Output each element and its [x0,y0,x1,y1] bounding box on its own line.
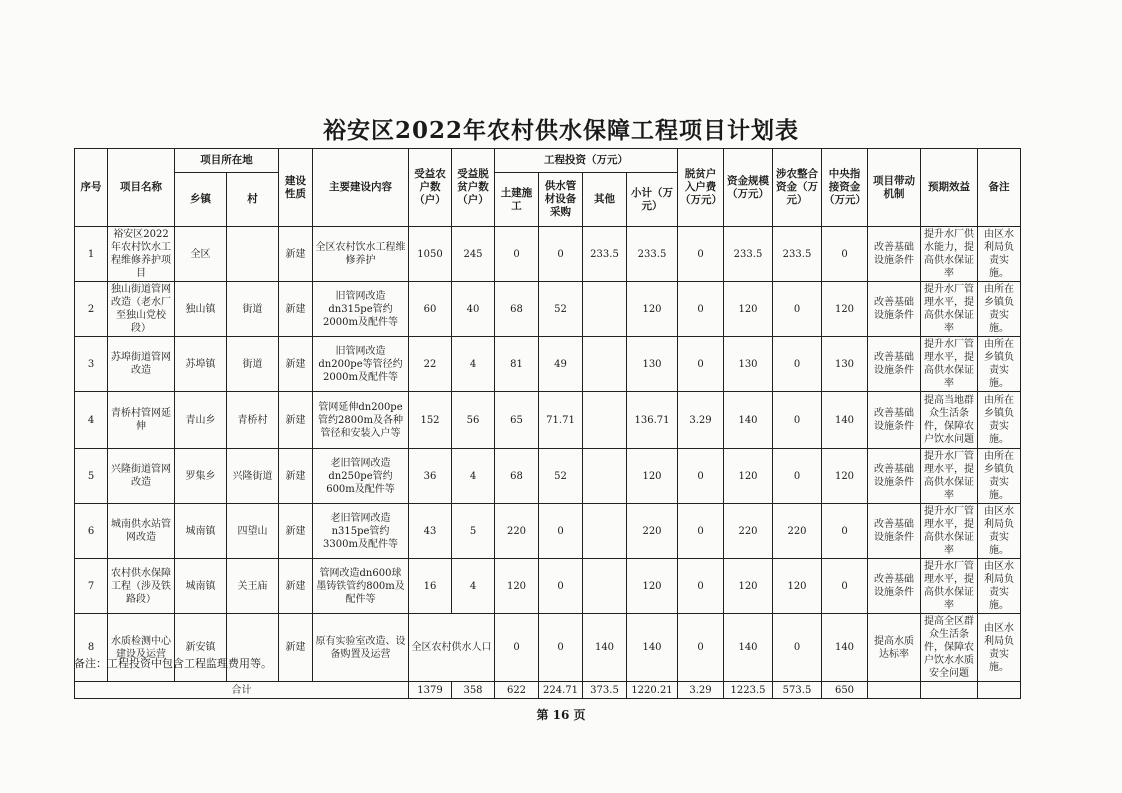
cell-poor: 40 [452,282,495,337]
table-row [75,282,1021,337]
cell-civil: 68 [495,282,539,337]
cell-subtotal: 120 [627,449,678,504]
cell-mechanism: 改善基础设施条件 [868,559,921,614]
total-label: 合计 [75,682,409,699]
cell-name: 苏埠街道管网改造 [108,337,175,392]
header-subtotal: 小计（万元） [627,173,678,227]
cell-funding: 120 [724,449,773,504]
cell-poor-invest: 0 [678,504,724,559]
header-seq: 序号 [75,149,108,227]
cell-pipe: 0 [539,559,583,614]
total-central: 650 [822,682,868,699]
cell-content: 管网延伸dn200pe管约2800m及各种管径和安装入户等 [313,392,409,449]
header-agri-fund: 涉农整合资金（万元） [773,149,822,227]
cell-funding: 130 [724,337,773,392]
cell-poor-invest: 0 [678,227,724,282]
page-number: 第 16 页 [536,708,586,722]
cell-village: 关王庙 [227,559,279,614]
cell-nature: 新建 [279,504,313,559]
cell-other: 140 [583,614,627,682]
cell-pipe: 0 [539,614,583,682]
cell-poor: 5 [452,504,495,559]
header-nature: 建设性质 [279,149,313,227]
cell-content: 老旧管网改造n315pe管约3300m及配件等 [313,504,409,559]
cell-village: 街道 [227,282,279,337]
cell-civil: 68 [495,449,539,504]
cell-name: 裕安区2022年农村饮水工程维修养护项目 [108,227,175,282]
header-location: 项目所在地 [175,149,279,173]
cell-households: 22 [409,337,452,392]
total-other: 373.5 [583,682,627,699]
cell-seq: 2 [75,282,108,337]
cell-funding: 140 [724,392,773,449]
cell-town: 青山乡 [175,392,227,449]
cell-central: 120 [822,282,868,337]
cell-benefit: 提升水厂管理水平，提高供水保证率 [921,449,978,504]
cell-mechanism: 改善基础设施条件 [868,504,921,559]
header-remark: 备注 [978,149,1021,227]
cell-name: 农村供水保障工程（涉及铁路段） [108,559,175,614]
cell-pipe: 71.71 [539,392,583,449]
cell-name: 兴隆街道管网改造 [108,449,175,504]
cell-village: 兴隆街道 [227,449,279,504]
header-other: 其他 [583,173,627,227]
cell-nature: 新建 [279,227,313,282]
cell-town: 城南镇 [175,504,227,559]
cell-poor-invest: 3.29 [678,392,724,449]
total-agri: 573.5 [773,682,822,699]
cell-households: 43 [409,504,452,559]
cell-nature: 新建 [279,282,313,337]
cell-mechanism: 改善基础设施条件 [868,282,921,337]
cell-other [583,449,627,504]
cell-mechanism: 改善基础设施条件 [868,227,921,282]
cell-civil: 220 [495,504,539,559]
cell-remark: 由所在乡镇负责实施。 [978,337,1021,392]
header-poor-households: 受益脱贫户数（户） [452,149,495,227]
cell-other [583,282,627,337]
cell-seq: 6 [75,504,108,559]
cell-benefit: 提升水厂管理水平，提高供水保证率 [921,337,978,392]
cell-nature: 新建 [279,337,313,392]
cell-nature: 新建 [279,559,313,614]
cell-pipe: 52 [539,449,583,504]
cell-central: 0 [822,559,868,614]
cell-funding: 220 [724,504,773,559]
cell-pipe: 52 [539,282,583,337]
cell-town: 全区 [175,227,227,282]
header-town: 乡镇 [175,173,227,227]
cell-other [583,392,627,449]
cell-poor: 56 [452,392,495,449]
cell-civil: 120 [495,559,539,614]
header-funding: 资金规模（万元） [724,149,773,227]
header-households: 受益农户数（户） [409,149,452,227]
cell-village: 四望山 [227,504,279,559]
cell-pipe: 0 [539,227,583,282]
cell-central: 0 [822,227,868,282]
cell-funding: 120 [724,282,773,337]
cell-poor-invest: 0 [678,449,724,504]
cell-nature: 新建 [279,449,313,504]
cell-name: 城南供水站管网改造 [108,504,175,559]
cell-benefit: 提升水厂管理水平，提高供水保证率 [921,282,978,337]
cell-households: 60 [409,282,452,337]
cell-civil: 0 [495,614,539,682]
cell-village [227,227,279,282]
cell-agri: 233.5 [773,227,822,282]
header-village: 村 [227,173,279,227]
cell-central: 120 [822,449,868,504]
cell-content: 旧管网改造dn200pe等管径约2000m及配件等 [313,337,409,392]
total-subtotal: 1220.21 [627,682,678,699]
cell-remark: 由区水利局负责实施。 [978,614,1021,682]
cell-town: 城南镇 [175,559,227,614]
total-benefit [921,682,978,699]
page-title: 裕安区2022年农村供水保障工程项目计划表 [322,117,799,144]
cell-subtotal: 233.5 [627,227,678,282]
cell-seq: 3 [75,337,108,392]
cell-poor: 4 [452,449,495,504]
cell-central: 140 [822,392,868,449]
cell-funding: 233.5 [724,227,773,282]
cell-poor-invest: 0 [678,282,724,337]
cell-agri: 120 [773,559,822,614]
cell-village: 青桥村 [227,392,279,449]
cell-town: 独山镇 [175,282,227,337]
table-row [75,392,1021,449]
cell-households: 152 [409,392,452,449]
cell-households: 16 [409,559,452,614]
project-plan-table [74,148,1021,699]
cell-content: 全区农村饮水工程维修养护 [313,227,409,282]
total-civil: 622 [495,682,539,699]
footnote: 备注：工程投资中包含工程监理费用等。 [74,657,272,670]
cell-content: 旧管网改造dn315pe管约2000m及配件等 [313,282,409,337]
total-remark [978,682,1021,699]
cell-content: 管网改造dn600球墨铸铁管约800m及配件等 [313,559,409,614]
cell-poor: 4 [452,337,495,392]
table-row [75,227,1021,282]
cell-nature: 新建 [279,614,313,682]
cell-civil: 0 [495,227,539,282]
cell-content: 老旧管网改造dn250pe管约600m及配件等 [313,449,409,504]
cell-agri: 0 [773,282,822,337]
cell-pipe: 0 [539,504,583,559]
cell-remark: 由所在乡镇负责实施。 [978,282,1021,337]
cell-central: 140 [822,614,868,682]
cell-nature: 新建 [279,392,313,449]
cell-seq: 4 [75,392,108,449]
cell-mechanism: 提高水质达标率 [868,614,921,682]
cell-funding: 120 [724,559,773,614]
cell-remark: 由所在乡镇负责实施。 [978,449,1021,504]
cell-benefit: 提升水厂管理水平，提高供水保证率 [921,504,978,559]
cell-funding: 140 [724,614,773,682]
cell-central: 0 [822,504,868,559]
cell-mechanism: 改善基础设施条件 [868,392,921,449]
cell-benefit: 提升水厂管理水平，提高供水保证率 [921,559,978,614]
cell-subtotal: 120 [627,282,678,337]
header-poor-invest: 脱贫户入户费（万元） [678,149,724,227]
cell-village: 街道 [227,337,279,392]
cell-agri: 0 [773,449,822,504]
table-row [75,614,1021,682]
header-content: 主要建设内容 [313,149,409,227]
cell-poor: 245 [452,227,495,282]
cell-subtotal: 120 [627,559,678,614]
cell-town: 罗集乡 [175,449,227,504]
cell-civil: 81 [495,337,539,392]
header-central-fund: 中央指接资金（万元） [822,149,868,227]
cell-seq: 5 [75,449,108,504]
table-row [75,337,1021,392]
cell-poor: 4 [452,559,495,614]
cell-seq: 1 [75,227,108,282]
cell-other [583,337,627,392]
cell-poor-invest: 0 [678,337,724,392]
cell-name: 青桥村管网延伸 [108,392,175,449]
cell-other [583,559,627,614]
table-row [75,504,1021,559]
total-funding: 1223.5 [724,682,773,699]
cell-subtotal: 136.71 [627,392,678,449]
header-mechanism: 项目带动机制 [868,149,921,227]
cell-benefit: 提升水厂供水能力，提高供水保证率 [921,227,978,282]
table-row [75,449,1021,504]
cell-subtotal: 140 [627,614,678,682]
cell-mechanism: 改善基础设施条件 [868,449,921,504]
cell-name: 独山街道管网改造（老水厂至独山党校段） [108,282,175,337]
header-name: 项目名称 [108,149,175,227]
cell-poor-invest: 0 [678,614,724,682]
cell-remark: 由区水利局负责实施。 [978,504,1021,559]
cell-remark: 由所在乡镇负责实施。 [978,392,1021,449]
cell-households: 36 [409,449,452,504]
cell-benefit: 提高全区群众生活条件，保障农户饮水水质安全问题 [921,614,978,682]
cell-subtotal: 220 [627,504,678,559]
cell-households: 1050 [409,227,452,282]
table-row [75,559,1021,614]
cell-village [227,614,279,682]
cell-seq: 7 [75,559,108,614]
total-pipe: 224.71 [539,682,583,699]
cell-other [583,504,627,559]
cell-remark: 由区水利局负责实施。 [978,559,1021,614]
cell-content: 原有实验室改造、设备购置及运营 [313,614,409,682]
cell-civil: 65 [495,392,539,449]
cell-other: 233.5 [583,227,627,282]
cell-central: 130 [822,337,868,392]
cell-seq: 8 [75,614,108,682]
total-households: 1379 [409,682,452,699]
total-row [75,682,1021,699]
total-poor-invest: 3.29 [678,682,724,699]
header-civil: 土建施工 [495,173,539,227]
cell-agri: 0 [773,614,822,682]
total-poor: 358 [452,682,495,699]
cell-agri: 0 [773,337,822,392]
cell-agri: 220 [773,504,822,559]
cell-pipe: 49 [539,337,583,392]
total-mechanism [868,682,921,699]
cell-town: 新安镇 [175,614,227,682]
cell-remark: 由区水利局负责实施。 [978,227,1021,282]
header-pipe: 供水管材设备采购 [539,173,583,227]
cell-benefit: 提高当地群众生活条件，保障农户饮水问题 [921,392,978,449]
cell-subtotal: 130 [627,337,678,392]
cell-town: 苏埠镇 [175,337,227,392]
cell-households-merged: 全区农村供水人口 [409,614,495,682]
cell-name: 水质检测中心建设及运营 [108,614,175,682]
header-investment: 工程投资（万元） [495,149,678,173]
cell-mechanism: 改善基础设施条件 [868,337,921,392]
cell-agri: 0 [773,392,822,449]
header-benefit: 预期效益 [921,149,978,227]
cell-poor-invest: 0 [678,559,724,614]
